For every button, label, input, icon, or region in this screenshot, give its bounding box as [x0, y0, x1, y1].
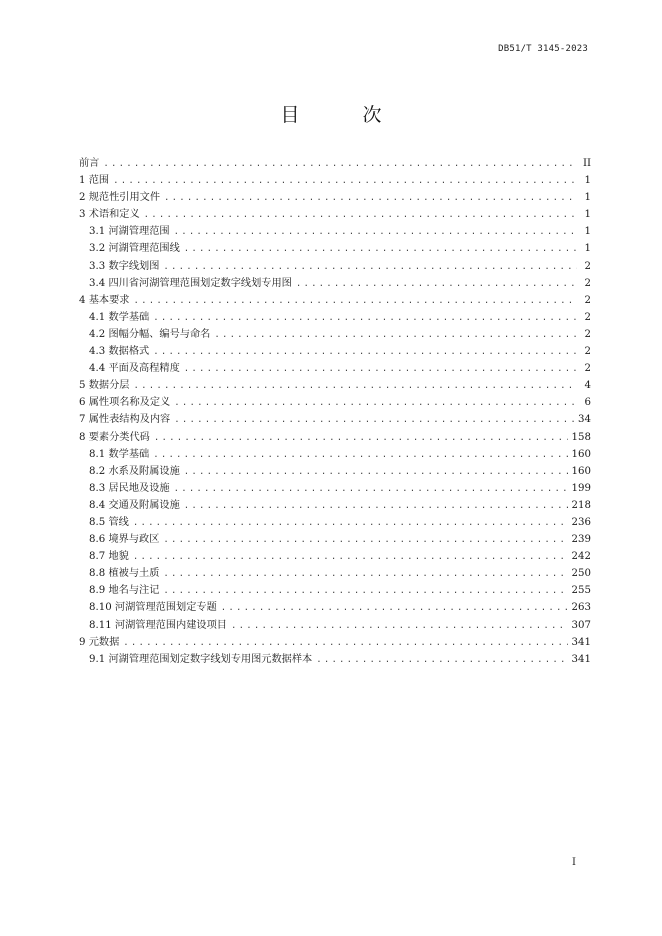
- dot-leader: [296, 276, 577, 293]
- toc-entry[interactable]: [79, 206, 591, 223]
- toc-entry-page: 6: [584, 397, 591, 409]
- toc-entry-page: 242: [571, 551, 591, 563]
- toc-entry-title: 9 元数据: [79, 636, 120, 648]
- table-of-contents: [79, 155, 591, 668]
- toc-entry-page: 199: [571, 482, 591, 494]
- dot-leader: [221, 600, 568, 617]
- toc-entry-title: 8.1 数学基础: [89, 448, 150, 460]
- toc-entry[interactable]: [79, 258, 591, 275]
- toc-entry-page: 2: [584, 294, 591, 306]
- toc-entry-page: 236: [571, 516, 591, 528]
- toc-entry-page: 307: [571, 619, 591, 631]
- toc-entry-page: 1: [584, 192, 591, 204]
- toc-entry-title: 8.5 管线: [89, 516, 129, 528]
- dot-leader: [153, 344, 577, 361]
- toc-entry-page: 2: [584, 346, 591, 358]
- toc-entry[interactable]: [79, 343, 591, 360]
- page-title: 目 次: [280, 104, 404, 126]
- toc-entry-title: 4.1 数学基础: [89, 311, 150, 323]
- toc-entry-page: 2: [584, 328, 591, 340]
- toc-entry[interactable]: [79, 309, 591, 326]
- toc-entry-page: 255: [571, 585, 591, 597]
- toc-entry-title: 8.4 交通及附属设施: [89, 499, 180, 511]
- toc-entry[interactable]: [79, 240, 591, 257]
- toc-entry[interactable]: [79, 463, 591, 480]
- dot-leader: [214, 327, 577, 344]
- toc-entry-page: 218: [571, 499, 591, 511]
- toc-entry[interactable]: [79, 617, 591, 634]
- dot-leader: [184, 361, 577, 378]
- toc-entry-page: 2: [584, 277, 591, 289]
- dot-leader: [154, 430, 568, 447]
- toc-entry[interactable]: [79, 480, 591, 497]
- toc-entry-title: 3.3 数字线划图: [89, 260, 160, 272]
- toc-entry[interactable]: [79, 275, 591, 292]
- dot-leader: [174, 481, 568, 498]
- toc-entry[interactable]: [79, 531, 591, 548]
- document-code: DB51/T 3145-2023: [498, 44, 588, 54]
- toc-entry-title: 1 范围: [79, 175, 110, 187]
- toc-entry-title: 8 要素分类代码: [79, 431, 150, 443]
- toc-entry[interactable]: [79, 377, 591, 394]
- toc-entry-page: 341: [571, 653, 591, 665]
- toc-entry-title: 3 术语和定义: [79, 209, 140, 221]
- toc-entry-title: 8.11 河湖管理范围内建设项目: [89, 619, 227, 631]
- toc-entry-title: 5 数据分层: [79, 380, 130, 392]
- toc-entry-title: 4 基本要求: [79, 294, 130, 306]
- toc-entry-page: 160: [571, 448, 591, 460]
- toc-entry[interactable]: [79, 582, 591, 599]
- dot-leader: [174, 224, 577, 241]
- toc-entry-page: 1: [584, 243, 591, 255]
- dot-leader: [174, 412, 574, 429]
- dot-leader: [133, 293, 577, 310]
- toc-entry-title: 前言: [79, 158, 100, 169]
- toc-entry[interactable]: [79, 411, 591, 428]
- toc-entry-title: 8.2 水系及附属设施: [89, 465, 180, 477]
- toc-entry[interactable]: [79, 189, 591, 206]
- toc-entry-page: 1: [584, 226, 591, 238]
- dot-leader: [113, 173, 577, 190]
- dot-leader: [123, 635, 567, 652]
- toc-entry-page: 34: [578, 414, 591, 426]
- dot-leader: [163, 566, 567, 583]
- toc-entry-title: 3.2 河湖管理范围线: [89, 243, 180, 255]
- dot-leader: [133, 549, 568, 566]
- toc-entry-page: 2: [584, 363, 591, 375]
- toc-entry[interactable]: [79, 155, 591, 172]
- toc-entry-page: 160: [571, 465, 591, 477]
- toc-entry[interactable]: [79, 599, 591, 616]
- toc-entry-title: 8.3 居民地及设施: [89, 482, 170, 494]
- toc-entry[interactable]: [79, 360, 591, 377]
- toc-entry[interactable]: [79, 446, 591, 463]
- toc-entry-title: 3.1 河湖管理范围: [89, 226, 170, 238]
- dot-leader: [184, 464, 568, 481]
- toc-entry-page: 1: [584, 175, 591, 187]
- dot-leader: [133, 378, 577, 395]
- toc-entry-title: 4.3 数据格式: [89, 346, 150, 358]
- dot-leader: [163, 259, 577, 276]
- toc-entry-page: 341: [571, 636, 591, 648]
- toc-entry-title: 3.4 四川省河湖管理范围划定数字线划专用图: [89, 277, 292, 289]
- toc-entry[interactable]: [79, 292, 591, 309]
- toc-entry-title: 8.9 地名与注记: [89, 585, 160, 597]
- toc-entry-page: 4: [584, 380, 591, 392]
- toc-entry-title: 4.2 图幅分幅、编号与命名: [89, 328, 211, 340]
- toc-entry[interactable]: [79, 565, 591, 582]
- toc-entry-title: 2 规范性引用文件: [79, 192, 161, 204]
- toc-entry-title: 8.7 地貌: [89, 551, 129, 563]
- dot-leader: [103, 156, 577, 173]
- toc-entry-title: 8.6 境界与政区: [89, 534, 160, 546]
- toc-entry[interactable]: [79, 429, 591, 446]
- toc-entry-page: 250: [571, 568, 591, 580]
- toc-entry-page: 158: [571, 431, 591, 443]
- page-number: I: [572, 857, 576, 868]
- dot-leader: [133, 515, 568, 532]
- dot-leader: [153, 447, 567, 464]
- toc-entry-page: 263: [571, 602, 591, 614]
- toc-entry-title: 6 属性项名称及定义: [79, 397, 171, 409]
- dot-leader: [184, 241, 577, 258]
- dot-leader: [164, 190, 577, 207]
- toc-entry-page: II: [582, 158, 591, 169]
- dot-leader: [153, 310, 577, 327]
- toc-entry[interactable]: [79, 223, 591, 240]
- dot-leader: [163, 532, 567, 549]
- dot-leader: [144, 207, 577, 224]
- toc-entry-page: 1: [584, 209, 591, 221]
- toc-entry[interactable]: [79, 548, 591, 565]
- toc-entry-title: 8.10 河湖管理范围划定专题: [89, 602, 217, 614]
- toc-entry-page: 2: [584, 260, 591, 272]
- toc-entry-page: 2: [584, 311, 591, 323]
- dot-leader: [184, 498, 568, 515]
- toc-entry[interactable]: [79, 514, 591, 531]
- toc-entry-title: 8.8 植被与土质: [89, 568, 160, 580]
- toc-entry-title: 7 属性表结构及内容: [79, 414, 171, 426]
- toc-entry-title: 9.1 河湖管理范围划定数字线划专用图元数据样本: [89, 653, 313, 665]
- dot-leader: [231, 618, 568, 635]
- dot-leader: [316, 652, 567, 669]
- toc-entry-page: 239: [571, 534, 591, 546]
- toc-entry[interactable]: [79, 497, 591, 514]
- dot-leader: [174, 395, 577, 412]
- toc-entry[interactable]: [79, 634, 591, 651]
- dot-leader: [163, 583, 567, 600]
- toc-entry[interactable]: [79, 326, 591, 343]
- toc-entry[interactable]: [79, 172, 591, 189]
- toc-entry-title: 4.4 平面及高程精度: [89, 363, 180, 375]
- toc-entry[interactable]: [79, 394, 591, 411]
- toc-entry[interactable]: [79, 651, 591, 668]
